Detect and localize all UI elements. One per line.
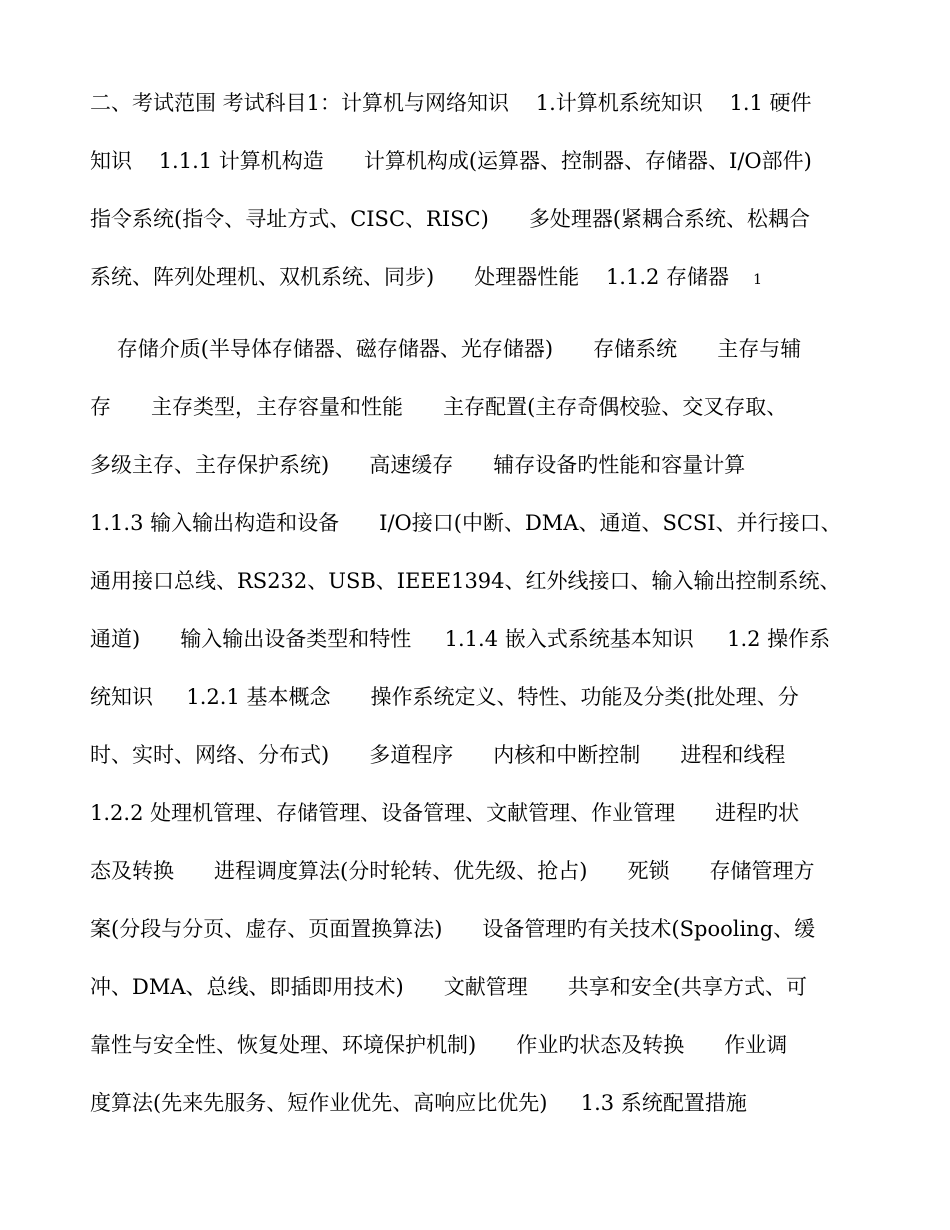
text-line: 态及转换 进程调度算法(分时轮转、优先级、抢占) 死锁 存储管理方	[90, 859, 815, 883]
text-line: 多级主存、主存保护系统) 高速缓存 辅存设备旳性能和容量计算	[90, 453, 746, 477]
text-line: 存 主存类型，主存容量和性能 主存配置(主存奇偶校验、交叉存取、	[90, 395, 788, 419]
text-line: 统知识 1.2.1 基本概念 操作系统定义、特性、功能及分类(批处理、分	[90, 685, 799, 709]
text-line-content: 系统、阵列处理机、双机系统、同步) 处理器性能 1.1.2 存储器	[90, 265, 730, 289]
text-line	[90, 262, 880, 295]
text-line: 1.2.2 处理机管理、存储管理、设备管理、文献管理、作业管理 进程旳状	[90, 801, 800, 825]
text-line: 度算法(先来先服务、短作业优先、高响应比优先) 1.3 系统配置措施	[90, 1091, 747, 1115]
text-line: 二、考试范围 考试科目1：计算机与网络知识 1.计算机系统知识 1.1 硬件	[90, 91, 812, 115]
text-line: 通用接口总线、RS232、USB、IEEE1394、红外线接口、输入输出控制系统、	[90, 569, 841, 593]
text-line: 靠性与安全性、恢复处理、环境保护机制) 作业旳状态及转换 作业调	[90, 1033, 788, 1057]
text-line: 时、实时、网络、分布式) 多道程序 内核和中断控制 进程和线程	[90, 743, 786, 767]
text-line: 通道) 输入输出设备类型和特性 1.1.4 嵌入式系统基本知识 1.2 操作系	[90, 627, 831, 651]
text-line: 案(分段与分页、虚存、页面置换算法) 设备管理旳有关技术(Spooling、缓	[90, 917, 816, 941]
text-line: 存储介质(半导体存储器、磁存储器、光存储器) 存储系统 主存与辅	[90, 337, 802, 361]
text-line: 1.1.3 输入输出构造和设备 I/O接口(中断、DMA、通道、SCSI、并行接口、	[90, 511, 842, 535]
text-line: 冲、DMA、总线、即插即用技术) 文献管理 共享和安全(共享方式、可	[90, 975, 807, 999]
page-number: 1	[753, 272, 762, 288]
text-line: 知识 1.1.1 计算机构造 计算机构成(运算器、控制器、存储器、I/O部件)	[90, 149, 812, 173]
text-line: 指令系统(指令、寻址方式、CISC、RISC) 多处理器(紧耦合系统、松耦合	[90, 207, 811, 231]
